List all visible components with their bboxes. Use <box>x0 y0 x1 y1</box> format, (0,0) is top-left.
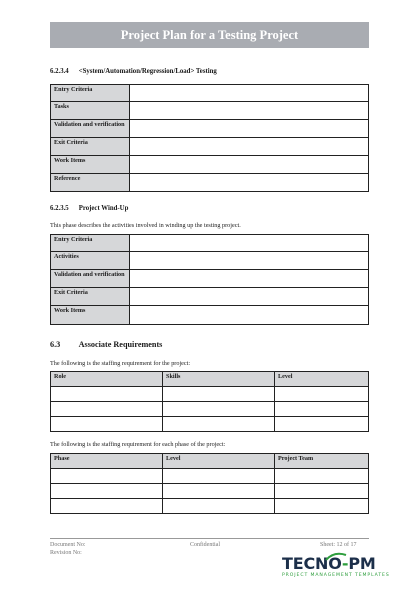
row-label: Exit Criteria <box>51 288 130 306</box>
table-row <box>51 402 369 417</box>
section-title: <System/Automation/Regression/Load> Testing <box>78 68 217 75</box>
winddown-intro: This phase describes the activities involved in winding up the testing project. <box>50 222 241 229</box>
table-cell[interactable] <box>275 402 369 417</box>
table-cell[interactable] <box>51 499 163 514</box>
value-cell[interactable] <box>130 288 369 306</box>
footer-classification: Confidential <box>190 542 220 548</box>
table-cell[interactable] <box>163 469 275 484</box>
logo-word-dash: - <box>341 554 349 573</box>
value-cell[interactable] <box>130 138 369 156</box>
table-cell[interactable] <box>275 417 369 432</box>
phase-staffing-table <box>50 453 369 514</box>
table-row <box>51 417 369 432</box>
table-cell[interactable] <box>51 469 163 484</box>
table-row <box>51 469 369 484</box>
value-cell[interactable] <box>130 156 369 174</box>
section-heading-requirements <box>50 340 162 349</box>
value-cell[interactable] <box>130 102 369 120</box>
table-cell[interactable] <box>51 484 163 499</box>
value-cell[interactable] <box>130 306 369 325</box>
footer-document-no: Document No: <box>50 542 86 548</box>
row-label: Validation and verification <box>51 120 130 138</box>
column-header-role: Role <box>51 372 163 387</box>
requirements-intro-2: The following is the staffing requirement for each phase of the project: <box>50 441 226 448</box>
section-number: 6.2.3.5 <box>50 205 69 212</box>
staffing-table <box>50 371 369 432</box>
table-cell[interactable] <box>163 417 275 432</box>
column-header-phase: Phase <box>51 454 163 469</box>
value-cell[interactable] <box>130 270 369 288</box>
column-header-level: Level <box>163 454 275 469</box>
document-title-banner <box>50 22 369 48</box>
table-row <box>51 484 369 499</box>
table-row <box>51 499 369 514</box>
table-cell[interactable] <box>163 484 275 499</box>
column-header-level: Level <box>275 372 369 387</box>
footer-revision-no: Revision No: <box>50 550 82 556</box>
table-cell[interactable] <box>163 402 275 417</box>
winddown-phase-table <box>50 234 369 325</box>
value-cell[interactable] <box>130 85 369 102</box>
value-cell[interactable] <box>130 252 369 270</box>
table-cell[interactable] <box>163 387 275 402</box>
row-label: Work Items <box>51 306 130 325</box>
value-cell[interactable] <box>130 174 369 192</box>
row-label: Entry Criteria <box>51 235 130 252</box>
row-label: Work Items <box>51 156 130 174</box>
row-label: Activities <box>51 252 130 270</box>
row-label: Tasks <box>51 102 130 120</box>
footer-sheet-number: Sheet: 12 of 17 <box>320 542 357 548</box>
testing-phase-table <box>50 84 369 192</box>
document-title: Project Plan for a Testing Project <box>120 27 299 42</box>
section-number: 6.3 <box>50 340 61 349</box>
section-title: Associate Requirements <box>78 340 163 349</box>
section-number: 6.2.3.4 <box>50 68 69 75</box>
requirements-intro-1: The following is the staffing requirement for the project: <box>50 360 191 367</box>
logo-tagline: PROJECT MANAGEMENT TEMPLATES <box>282 573 390 578</box>
table-cell[interactable] <box>51 417 163 432</box>
logo-swoosh-icon <box>325 552 347 562</box>
section-title: Project Wind-Up <box>78 205 129 212</box>
table-row <box>51 387 369 402</box>
row-label: Entry Criteria <box>51 85 130 102</box>
table-cell[interactable] <box>275 484 369 499</box>
logo-word-part: TEC <box>282 554 315 573</box>
techno-pm-logo <box>282 556 402 584</box>
row-label: Validation and verification <box>51 270 130 288</box>
value-cell[interactable] <box>130 120 369 138</box>
table-cell[interactable] <box>51 402 163 417</box>
row-label: Exit Criteria <box>51 138 130 156</box>
table-cell[interactable] <box>275 469 369 484</box>
table-cell[interactable] <box>51 387 163 402</box>
table-cell[interactable] <box>275 387 369 402</box>
column-header-skills: Skills <box>163 372 275 387</box>
section-heading-winddown <box>50 205 128 212</box>
footer-divider <box>50 538 369 539</box>
table-cell[interactable] <box>163 499 275 514</box>
table-cell[interactable] <box>275 499 369 514</box>
row-label: Reference <box>51 174 130 192</box>
section-heading-testing <box>50 68 217 75</box>
value-cell[interactable] <box>130 235 369 252</box>
logo-word-part: NO <box>315 554 342 573</box>
column-header-project-team: Project Team <box>275 454 369 469</box>
logo-word-part: PM <box>348 554 376 573</box>
